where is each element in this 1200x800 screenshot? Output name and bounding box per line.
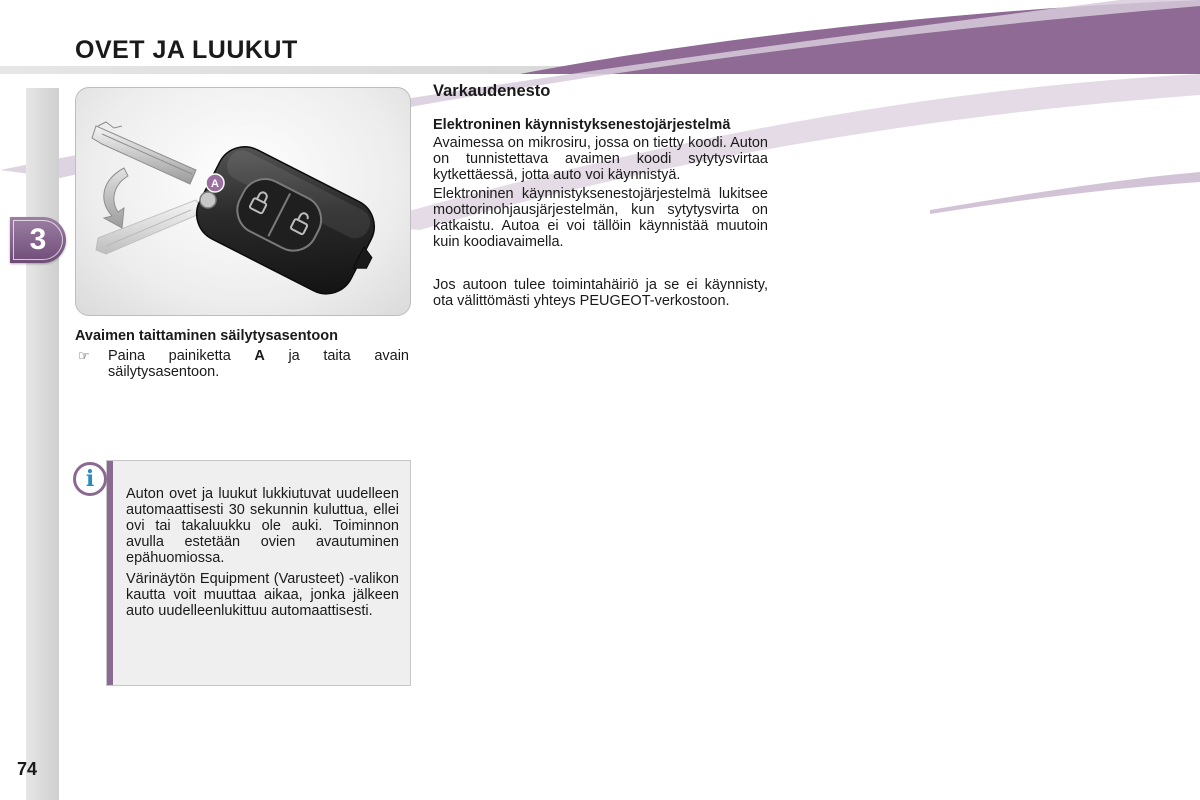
fold-instructions [75, 328, 409, 380]
info-paragraph: Auton ovet ja luukut lukkiutuvat uudelleen automaattisesti 30 sekunnin kuluttua, ellei ovi tai takaluukku ole auki. Toiminnon avulla estetään ovien avautuminen epähuomiossa. [126, 486, 399, 566]
chapter-tab [10, 217, 66, 263]
fold-arrow-icon [104, 168, 128, 228]
chapter-number: 3 [13, 220, 63, 260]
fold-text-before: Paina painiketta [108, 348, 255, 364]
info-stripe [107, 461, 113, 685]
key-fob-illustration [76, 88, 410, 315]
paragraph: Elektroninen käynnistyksenestojärjestelmä lukitsee moottorinohjausjärjestelmän, kun sytytysvirta on katkaistu. Autoa ei voi tällöin käynnistää muutoin kuin koodiavaimella. [433, 186, 768, 250]
fold-text-after: ja taita avain säilytysasentoon. [108, 348, 409, 380]
info-text [126, 486, 399, 624]
anti-theft-section [433, 83, 768, 312]
info-icon: i [73, 462, 107, 496]
info-box [106, 460, 411, 686]
pointing-hand-icon: ☞ [78, 348, 90, 363]
info-paragraph: Värinäytön Equipment (Varusteet) -valikon kautta voit muuttaa aikaa, jonka jälkeen auto uudelleenlukittuu automaattisesti. [126, 571, 399, 619]
key-figure [75, 87, 411, 316]
label-a: A [211, 178, 219, 190]
section-title: Varkaudenesto [433, 82, 551, 100]
fold-text-bold: A [254, 348, 265, 364]
fold-button [200, 192, 216, 208]
key-blade [92, 122, 196, 184]
paragraph: Avaimessa on mikrosiru, jossa on tietty koodi. Auton on tunnistettava avaimen koodi sytytysvirtaa kytkettäessä, jotta auto voi käynnistyä. [433, 135, 768, 183]
sub-title: Elektroninen käynnistyksenestojärjestelmä [433, 117, 731, 133]
fold-subheading: Avaimen taittaminen säilytysasentoon [75, 328, 338, 344]
fold-instruction-text [108, 348, 409, 380]
key-fob [187, 137, 392, 307]
sidebar [26, 88, 59, 800]
fold-bullet [75, 348, 409, 380]
paragraph: Jos autoon tulee toimintahäiriö ja se ei käynnisty, ota välittömästi yhteys PEUGEOT-verkostoon. [433, 277, 768, 309]
page-number: 74 [17, 759, 38, 779]
page-title: OVET JA LUUKUT [75, 36, 298, 64]
